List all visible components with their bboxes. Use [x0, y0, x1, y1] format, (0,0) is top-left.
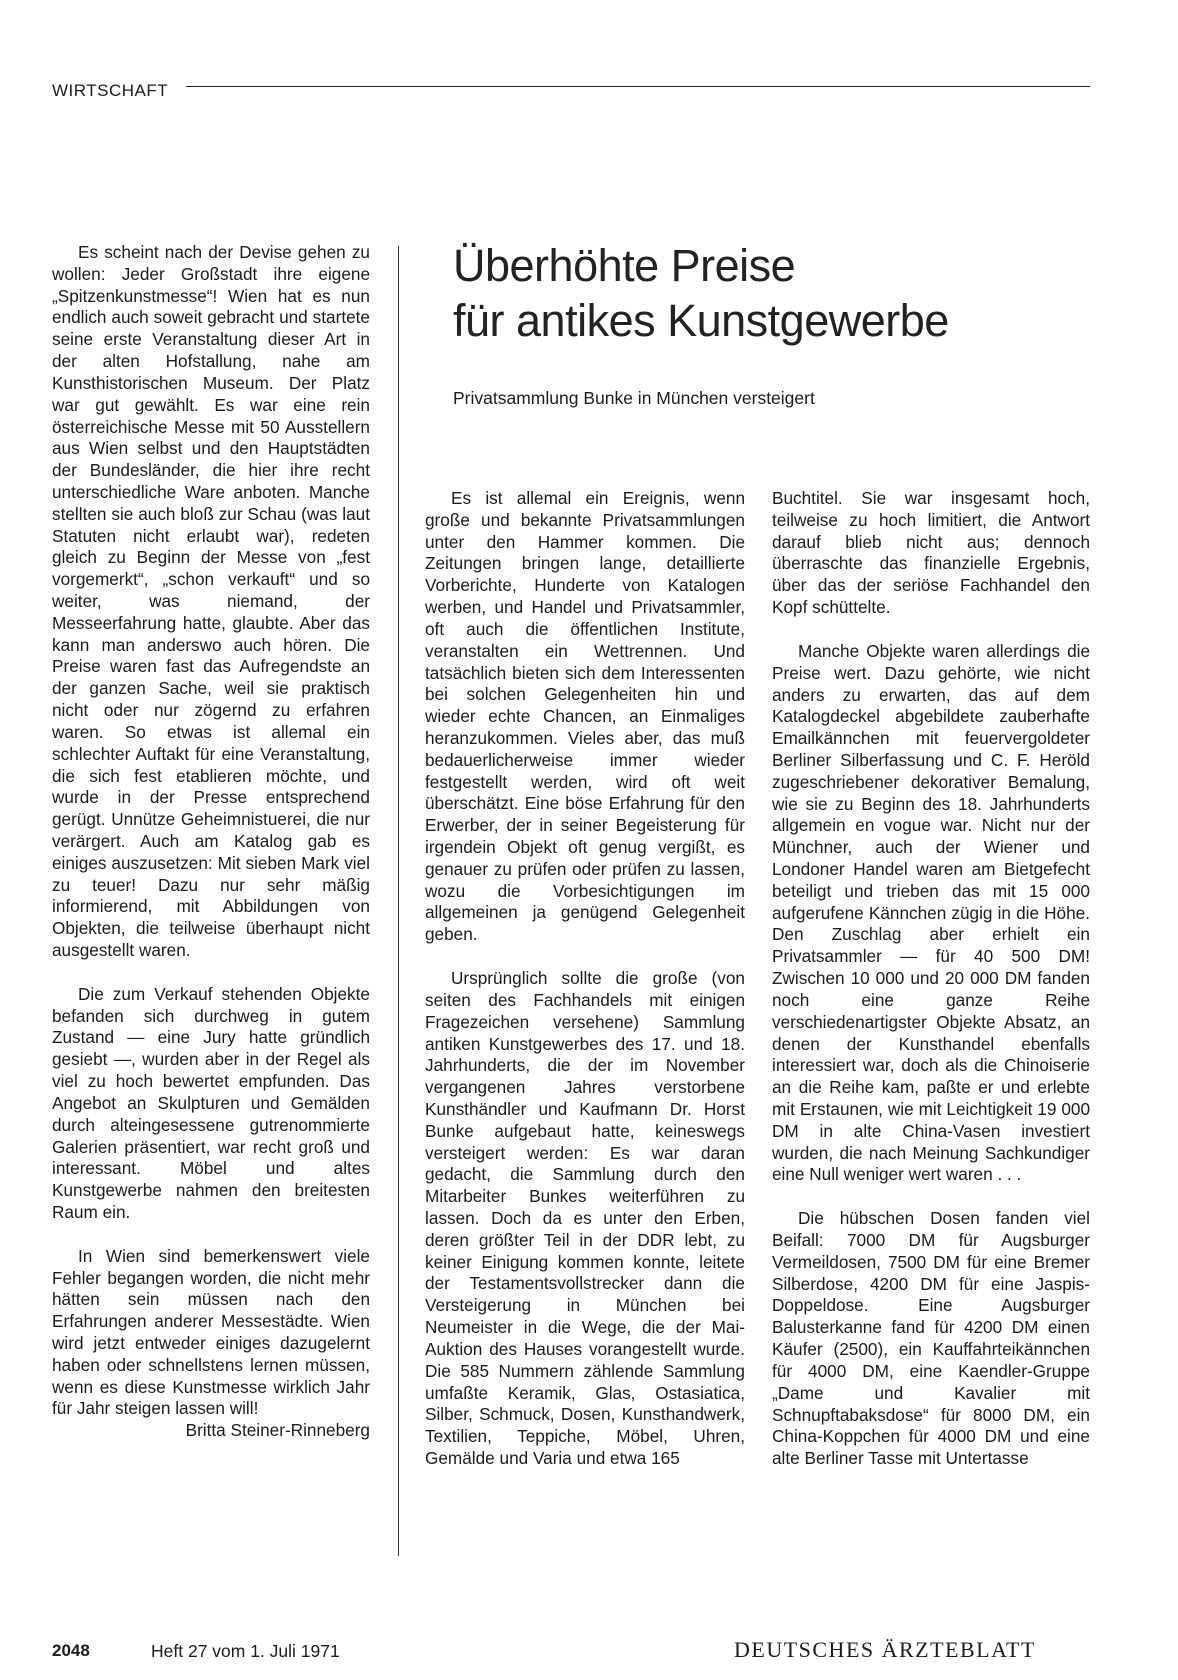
main-paragraph-1: Es ist allemal ein Ereignis, wenn große und bekannte Privatsammlungen unter den Hammer kommen. Die Zeitungen bringen lange, detaillierte Vorberichte, Hunderte von Katalogen werben, und Handel und Privatsammler, oft auch die öffentlichen Institute, veranstalten ein Wettrennen. Und tatsächlich bieten sich dem Interessenten bei solchen Gelegenheiten hin und wieder echte Chancen, an Einmaliges heranzukommen. Vieles aber, das muß bedauerlicherweise immer wieder festgestellt werden, wird oft weit überschätzt. Eine böse Erfahrung für den Erwerber, der in seiner Begeisterung für irgendein Objekt oft genug vergißt, es genauer zu prüfen oder prüfen zu lassen, wozu die Vorbesichtigungen im allgemeinen ja genügend Gelegenheit geben.: [425, 488, 745, 945]
sidebar-article-column: [52, 242, 370, 1442]
sidebar-paragraph-3: [52, 1245, 370, 1441]
column-divider: [398, 246, 399, 1556]
article-subheadline: Privatsammlung Bunke in München versteigert: [453, 388, 815, 408]
headline-line-2: für antikes Kunstgewerbe: [453, 295, 949, 346]
header-rule: [186, 86, 1090, 87]
sidebar-paragraph-3-text: In Wien sind bemerkenswert viele Fehler begangen worden, die nicht mehr hätten sein müssen nach den Erfahrungen anderer Messestädte. Wien wird jetzt entweder einiges dazugelernt haben oder schnellstens lernen müssen, wenn es diese Kunstmesse wirklich Jahr für Jahr steigen lassen will!: [52, 1245, 370, 1419]
headline-line-1: Überhöhte Preise: [453, 240, 796, 291]
section-label: WIRTSCHAFT: [52, 81, 169, 100]
page-number: 2048: [52, 1641, 90, 1660]
sidebar-paragraph-2: Die zum Verkauf stehenden Objekte befanden sich durchweg in gutem Zustand — eine Jury hatte gründlich gesiebt —, wurden aber in der Regel als viel zu hoch bewertet empfunden. Das Angebot an Skulpturen und Gemälden durch alteingesessene gutrenommierte Galerien präsentiert, war recht groß und interessant. Möbel und altes Kunstgewerbe nahmen den breitesten Raum ein.: [52, 983, 370, 1222]
article-headline: [453, 238, 949, 348]
author-signature: Britta Steiner-Rinneberg: [185, 1420, 370, 1441]
journal-name: DEUTSCHES ÄRZTEBLATT: [734, 1637, 1036, 1662]
main-article-column-2: [772, 488, 1090, 1470]
main-paragraph-4: Die hübschen Dosen fanden viel Beifall: 7000 DM für Augsburger Vermeildosen, 7500 DM für eine Bremer Silberdose, 4200 DM für eine Jaspis-Doppeldose. Eine Augsburger Balusterkanne fand für 4200 DM einen Käufer (2500), ein Kauffahrteikännchen für 4000 DM, eine Kaendler-Gruppe „Dame und Kavalier mit Schnupftabaksdose“ für 8000 DM, ein China-Koppchen für 4000 DM und eine alte Berliner Tasse mit Untertasse: [772, 1208, 1090, 1469]
sidebar-paragraph-1: Es scheint nach der Devise gehen zu wollen: Jeder Großstadt ihre eigene „Spitzenkunstmesse“! Wien hat es nun endlich auch soweit gebracht und startete seine erste Veranstaltung dieser Art in der alten Hofstallung, nahe am Kunsthistorischen Museum. Der Platz war gut gewählt. Es war eine rein österreichische Messe mit 50 Ausstellern aus Wien selbst und den Hauptstädten der Bundesländer, die hier ihre recht unterschiedliche Ware anboten. Manche stellten sie auch bloß zur Schau (was laut Statuten nicht erlaubt war), redeten gleich zu Beginn der Messe von „fest vorgemerkt“, „schon verkauft“ und so weiter, was niemand, der Messeerfahrung hatte, glaubte. Aber das kann man anderswo auch hören. Die Preise waren fast das Aufregendste an der ganzen Sache, weil sie praktisch nicht oder nur zögernd zu erfahren waren. So etwas ist allemal ein schlechter Auftakt für eine Veranstaltung, die sich fest etablieren möchte, und wurde in der Presse entsprechend gerügt. Unnütze Geheimnistuerei, die nur verärgert. Auch am Katalog gab es einiges auszusetzen: Mit sieben Mark viel zu teuer! Dazu nur sehr mäßig informierend, mit Abbildungen von Objekten, die teilweise überhaupt nicht ausgestellt waren.: [52, 242, 370, 960]
main-article-column-1: [425, 488, 745, 1470]
main-paragraph-continued: Buchtitel. Sie war insgesamt hoch, teilweise zu hoch limitiert, die Antwort darauf blieb nicht aus; dennoch überraschte das finanzielle Ergebnis, über das der seriöse Fachhandel den Kopf schüttelte.: [772, 488, 1090, 618]
main-paragraph-2: Ursprünglich sollte die große (von seiten des Fachhandels mit einigen Fragezeichen versehene) Sammlung antiken Kunstgewerbes des 17. und 18. Jahrhunderts, die der im November vergangenen Jahres verstorbene Kunsthändler und Kaufmann Dr. Horst Bunke aufgebaut hatte, keineswegs versteigert werden: Es war daran gedacht, die Sammlung durch den Mitarbeiter Bunkes weiterführen zu lassen. Doch da es unter den Erben, deren größter Teil in der DDR lebt, zu keiner Einigung kommen konnte, leitete der Testamentsvollstrecker dann die Versteigerung in München bei Neumeister in die Wege, die der Mai-Auktion des Hauses vorangestellt wurde. Die 585 Nummern zählende Sammlung umfaßte Keramik, Glas, Ostasiatica, Silber, Schmuck, Dosen, Kunsthandwerk, Textilien, Teppiche, Möbel, Uhren, Gemälde und Varia und etwa 165: [425, 968, 745, 1468]
issue-info: Heft 27 vom 1. Juli 1971: [151, 1641, 340, 1661]
main-paragraph-3: Manche Objekte waren allerdings die Preise wert. Dazu gehörte, wie nicht anders zu erwarten, das auf dem Katalogdeckel abgebildete zauberhafte Emailkännchen mit feuervergoldeter Berliner Silberfassung und C. F. Heröld zugeschriebener dekorativer Bemalung, wie sie zu Beginn des 18. Jahrhunderts allgemein en vogue war. Nicht nur der Münchner, auch der Wiener und Londoner Handel waren am Bietgefecht beteiligt und trieben das mit 15 000 aufgerufene Kännchen zügig in die Höhe. Den Zuschlag aber erhielt ein Privatsammler — für 40 500 DM! Zwischen 10 000 und 20 000 DM fanden noch eine ganze Reihe verschiedenartigster Objekte Absatz, an denen der Kunsthandel ebenfalls interessiert war, doch als die Chinoiserie an die Reihe kam, paßte er und erlebte mit Erstaunen, wie mit Leichtigkeit 19 000 DM in alte China-Vasen investiert wurden, die nach Meinung Sachkundiger eine Null weniger wert waren . . .: [772, 640, 1090, 1185]
